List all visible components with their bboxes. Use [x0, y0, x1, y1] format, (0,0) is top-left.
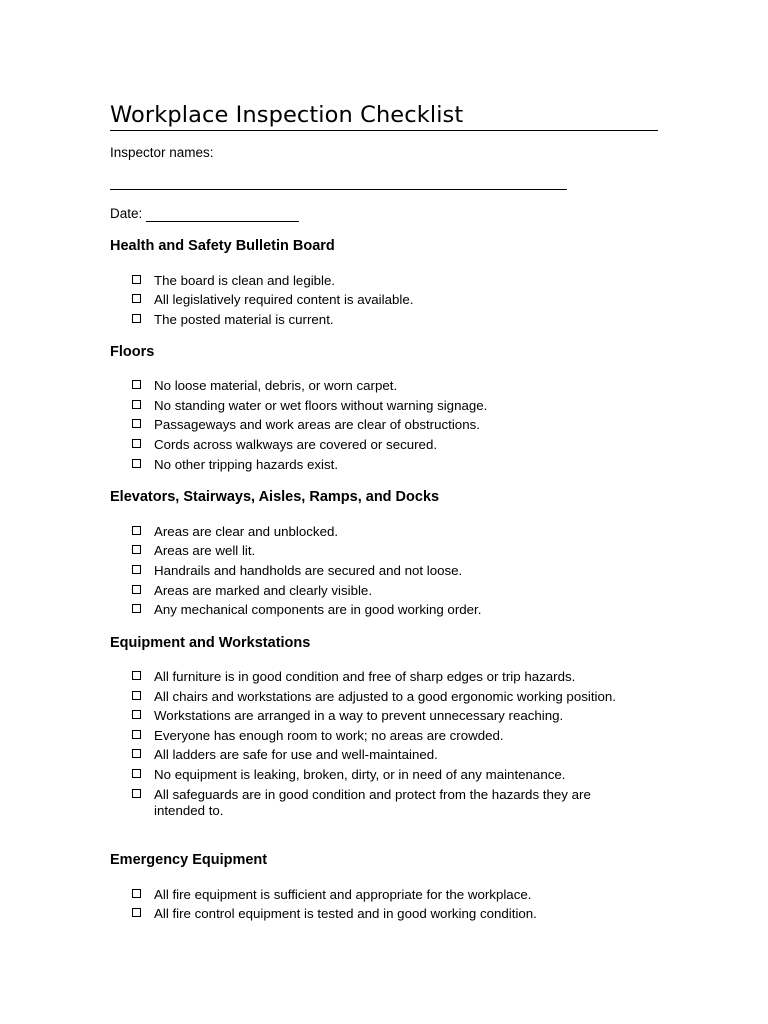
- checklist-item-text: All fire equipment is sufficient and appropriate for the workplace.: [154, 887, 532, 902]
- checkbox-icon[interactable]: [132, 889, 141, 898]
- section-heading-equipment-workstations: Equipment and Workstations: [110, 635, 311, 651]
- checkbox-icon[interactable]: [132, 749, 141, 758]
- checklist-item-text: All chairs and workstations are adjusted to a good ergonomic working position.: [154, 689, 616, 704]
- checkbox-icon[interactable]: [132, 275, 141, 284]
- checkbox-icon[interactable]: [132, 671, 141, 680]
- checklist-item-text: All safeguards are in good condition and protect from the hazards they are intended to.: [154, 787, 591, 818]
- checklist-item[interactable]: [132, 312, 652, 328]
- title-block: [110, 101, 658, 131]
- checkbox-icon[interactable]: [132, 419, 141, 428]
- checklist-item-text: Cords across walkways are covered or secured.: [154, 437, 438, 452]
- checkbox-icon[interactable]: [132, 565, 141, 574]
- inspector-names-line[interactable]: [110, 189, 567, 190]
- checkbox-icon[interactable]: [132, 908, 141, 917]
- checklist-item[interactable]: [132, 398, 652, 414]
- checkbox-icon[interactable]: [132, 769, 141, 778]
- section-heading-emergency-equipment: Emergency Equipment: [110, 852, 268, 868]
- checklist-item-text: Passageways and work areas are clear of obstructions.: [154, 417, 480, 432]
- checkbox-icon[interactable]: [132, 294, 141, 303]
- checklist-item[interactable]: [132, 543, 652, 559]
- checklist-item[interactable]: [132, 292, 652, 308]
- checkbox-icon[interactable]: [132, 789, 141, 798]
- checklist-item-text: Handrails and handholds are secured and not loose.: [154, 563, 463, 578]
- checklist-item[interactable]: [132, 787, 622, 818]
- date-field: [110, 206, 299, 222]
- checkbox-icon[interactable]: [132, 380, 141, 389]
- checklist-item[interactable]: [132, 669, 652, 685]
- checklist-item[interactable]: [132, 583, 652, 599]
- checklist-item-text: No equipment is leaking, broken, dirty, or in need of any maintenance.: [154, 767, 566, 782]
- checklist-item[interactable]: [132, 728, 652, 744]
- checkbox-icon[interactable]: [132, 459, 141, 468]
- checklist-item[interactable]: [132, 378, 652, 394]
- checkbox-icon[interactable]: [132, 526, 141, 535]
- checklist-item[interactable]: [132, 437, 652, 453]
- checklist-item-text: Everyone has enough room to work; no areas are crowded.: [154, 728, 504, 743]
- checklist-item[interactable]: [132, 708, 652, 724]
- checklist-item-text: Areas are clear and unblocked.: [154, 524, 339, 539]
- checkbox-icon[interactable]: [132, 545, 141, 554]
- checklist-item[interactable]: [132, 747, 652, 763]
- checklist-item-text: Any mechanical components are in good working order.: [154, 602, 482, 617]
- checklist-item-text: Workstations are arranged in a way to prevent unnecessary reaching.: [154, 708, 564, 723]
- checklist-item-text: No standing water or wet floors without warning signage.: [154, 398, 488, 413]
- checklist-item[interactable]: [132, 906, 652, 922]
- checkbox-icon[interactable]: [132, 730, 141, 739]
- checklist-item-text: No loose material, debris, or worn carpet.: [154, 378, 398, 393]
- checklist-item-text: Areas are marked and clearly visible.: [154, 583, 373, 598]
- checklist-item-text: Areas are well lit.: [154, 543, 256, 558]
- checklist-item[interactable]: [132, 887, 652, 903]
- checklist-item[interactable]: [132, 457, 652, 473]
- checkbox-icon[interactable]: [132, 710, 141, 719]
- checklist-item-text: No other tripping hazards exist.: [154, 457, 339, 472]
- checklist-item-text: The posted material is current.: [154, 312, 334, 327]
- checklist-item-text: The board is clean and legible.: [154, 273, 336, 288]
- checklist-item-text: All ladders are safe for use and well-maintained.: [154, 747, 438, 762]
- section-heading-elevators-stairways: Elevators, Stairways, Aisles, Ramps, and Docks: [110, 489, 440, 505]
- checklist-item[interactable]: [132, 417, 652, 433]
- checklist-item[interactable]: [132, 524, 652, 540]
- checkbox-icon[interactable]: [132, 585, 141, 594]
- checkbox-icon[interactable]: [132, 604, 141, 613]
- checklist-item-text: All furniture is in good condition and free of sharp edges or trip hazards.: [154, 669, 576, 684]
- checkbox-icon[interactable]: [132, 400, 141, 409]
- section-heading-floors: Floors: [110, 344, 155, 360]
- checklist-item-text: All legislatively required content is available.: [154, 292, 414, 307]
- checklist-item[interactable]: [132, 602, 652, 618]
- checkbox-icon[interactable]: [132, 691, 141, 700]
- date-line[interactable]: [146, 208, 299, 222]
- section-heading-bulletin-board: Health and Safety Bulletin Board: [110, 238, 335, 254]
- checklist-item[interactable]: [132, 689, 652, 705]
- checklist-item[interactable]: [132, 273, 652, 289]
- checklist-item[interactable]: [132, 767, 652, 783]
- date-label: Date:: [110, 206, 143, 221]
- checklist-item-text: All fire control equipment is tested and in good working condition.: [154, 906, 537, 921]
- checkbox-icon[interactable]: [132, 439, 141, 448]
- checkbox-icon[interactable]: [132, 314, 141, 323]
- checklist-item[interactable]: [132, 563, 652, 579]
- inspector-names-label: Inspector names:: [110, 145, 214, 160]
- page-title: Workplace Inspection Checklist: [110, 102, 464, 128]
